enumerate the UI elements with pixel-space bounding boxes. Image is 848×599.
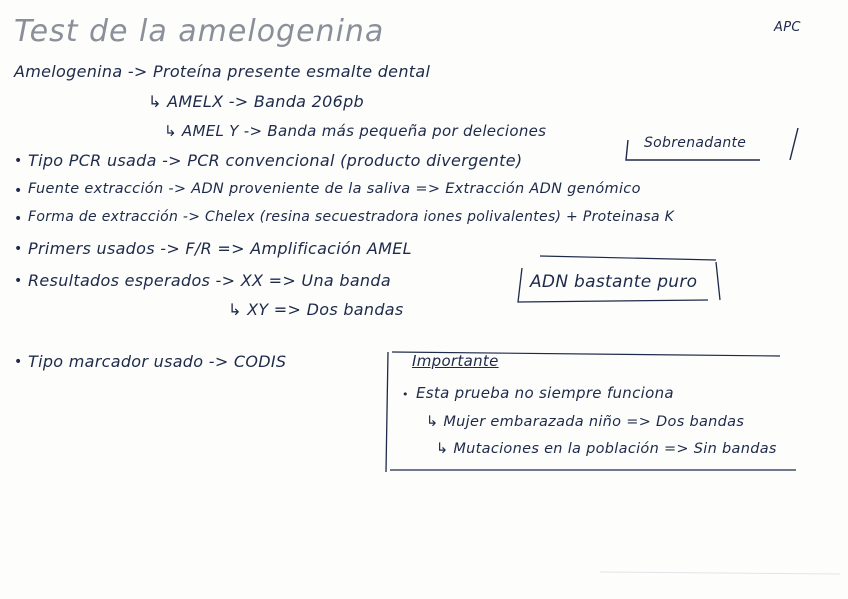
importante-item-1: Esta prueba no siempre funciona bbox=[416, 384, 674, 402]
bullet-dot: • bbox=[402, 388, 409, 401]
bullet-dot: • bbox=[14, 153, 23, 169]
line-amely: ↳ AMEL Y -> Banda más pequeña por deleciones bbox=[164, 122, 547, 140]
line-marcador: Tipo marcador usado -> CODIS bbox=[28, 352, 287, 371]
bullet-dot: • bbox=[14, 241, 23, 257]
adn-box-right bbox=[716, 262, 720, 300]
corner-label: APC bbox=[774, 20, 801, 35]
importante-item-2: ↳ Mujer embarazada niño => Dos bandas bbox=[426, 414, 745, 430]
line-amelogenina: Amelogenina -> Proteína presente esmalte dental bbox=[14, 62, 431, 81]
line-resultados: Resultados esperados -> XX => Una banda bbox=[28, 271, 391, 290]
adn-box-top bbox=[540, 256, 716, 260]
adn-box-left bbox=[518, 268, 708, 302]
importante-item-3: ↳ Mutaciones en la población => Sin bandas bbox=[436, 441, 777, 457]
importante-title: Importante bbox=[412, 352, 499, 370]
line-fuente: Fuente extracción -> ADN proveniente de la saliva => Extracción ADN genómico bbox=[28, 181, 641, 197]
line-tipo-pcr: Tipo PCR usada -> PCR convencional (producto divergente) bbox=[28, 151, 523, 170]
line-forma: Forma de extracción -> Chelex (resina secuestradora iones polivalentes) + Proteinasa K bbox=[28, 209, 675, 225]
page-title: Test de la amelogenina bbox=[14, 14, 385, 49]
sobrenadante-label: Sobrenadante bbox=[644, 135, 747, 151]
importante-box-top bbox=[392, 352, 780, 356]
bullet-dot: • bbox=[14, 354, 23, 370]
line-amelx: ↳ AMELX -> Banda 206pb bbox=[148, 92, 364, 111]
bullet-dot: • bbox=[14, 273, 23, 289]
line-xy: ↳ XY => Dos bandas bbox=[228, 300, 404, 319]
importante-box-left bbox=[386, 352, 388, 472]
bullet-dot: • bbox=[14, 183, 23, 199]
line-primers: Primers usados -> F/R => Amplificación AMEL bbox=[28, 239, 412, 258]
adn-puro-label: ADN bastante puro bbox=[530, 272, 698, 292]
sobrenadante-box-left bbox=[626, 140, 760, 160]
bullet-dot: • bbox=[14, 211, 23, 227]
sobrenadante-box-right bbox=[790, 128, 798, 160]
faint-line bbox=[600, 572, 840, 574]
